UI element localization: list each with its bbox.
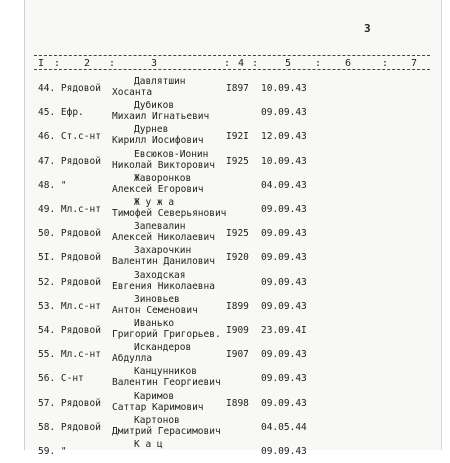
column-header-1: I (38, 58, 45, 69)
rank-cell: 47. Рядовой (38, 155, 101, 167)
given-names-cell: Валентин Георгиевич (112, 377, 221, 389)
table-row (34, 197, 430, 221)
date-cell: 23.09.4I (261, 325, 307, 336)
date-cell: 09.09.43 (261, 373, 307, 385)
given-names-cell: Абдулла (112, 353, 153, 365)
rank-cell: 48. " (38, 179, 67, 191)
column-separator: : (109, 58, 116, 69)
given-names-cell: Тимофей Северьянович (112, 208, 227, 219)
surname-cell: Давлятшин (134, 76, 186, 87)
given-names-cell: Антон Семенович (112, 304, 198, 316)
surname-cell: Каримов (134, 390, 175, 402)
column-header-4: 4 (238, 58, 245, 69)
surname-cell: Дубиков (134, 100, 175, 112)
column-header-5: 5 (285, 58, 292, 69)
rank-cell: 53. Мл.с-нт (38, 300, 101, 312)
rank-cell: 45. Ефр. (38, 107, 84, 119)
birth-year-cell: I925 (226, 155, 249, 167)
table-row (34, 439, 430, 463)
given-names-cell: Дмитрий Герасимович (112, 425, 221, 437)
rank-cell: 54. Рядовой (38, 325, 101, 336)
given-names-cell: Саттар Каримович (112, 401, 204, 413)
date-cell: 09.09.43 (261, 397, 307, 409)
table-row (34, 221, 430, 245)
surname-cell: Жаворонков (134, 172, 192, 184)
given-names-cell: Григорий Григорьев. (112, 329, 221, 340)
surname-cell: Евсюков-Ионин (134, 148, 209, 160)
table-row (34, 318, 430, 342)
rank-cell: 5I. Рядовой (38, 252, 101, 264)
column-header-7: 7 (411, 58, 418, 69)
table-row (34, 245, 430, 269)
rank-cell: 44. Рядовой (38, 83, 101, 94)
birth-year-cell: I897 (226, 83, 249, 94)
date-cell: 10.09.43 (261, 155, 307, 167)
column-separator: : (315, 58, 322, 69)
surname-cell: Иванько (134, 318, 175, 329)
date-cell: 10.09.43 (261, 83, 307, 94)
birth-year-cell: I899 (226, 300, 249, 312)
date-cell: 09.09.43 (261, 252, 307, 264)
table-row (34, 270, 430, 294)
table-row (34, 415, 430, 439)
date-cell: 12.09.43 (261, 131, 307, 143)
column-header-row (34, 58, 430, 69)
header-rule-bottom (34, 69, 430, 70)
date-cell: 09.09.43 (261, 446, 307, 457)
rank-cell: 57. Рядовой (38, 397, 101, 409)
rank-cell: 55. Мл.с-нт (38, 349, 101, 361)
table-row (34, 124, 430, 148)
surname-cell: Канцунников (134, 366, 197, 378)
surname-cell: Заходская (134, 269, 186, 281)
table-row (34, 173, 430, 197)
given-names-cell: Валентин Данилович (112, 256, 215, 268)
birth-year-cell: I920 (226, 252, 249, 264)
rank-cell: 59. " (38, 446, 67, 457)
rank-cell: 58. Рядовой (38, 421, 101, 433)
table-row (34, 366, 430, 390)
date-cell: 04.05.44 (261, 421, 307, 433)
rank-cell: 50. Рядовой (38, 228, 101, 240)
page-number: 3 (364, 22, 371, 35)
column-header-6: 6 (345, 58, 352, 69)
rank-cell: 46. Ст.с-нт (38, 131, 101, 143)
surname-cell: Ж у ж а (134, 197, 175, 208)
surname-cell: Искандеров (134, 342, 192, 354)
date-cell: 09.09.43 (261, 300, 307, 312)
given-names-cell: Хосанта (112, 87, 153, 98)
column-separator: : (382, 58, 389, 69)
birth-year-cell: I92I (226, 131, 249, 143)
column-header-3: 3 (151, 58, 158, 69)
date-cell: 09.09.43 (261, 204, 307, 215)
table-row (34, 100, 430, 124)
date-cell: 09.09.43 (261, 228, 307, 240)
rank-cell: 52. Рядовой (38, 276, 101, 288)
table-row (34, 342, 430, 366)
header-rule-top (34, 55, 430, 56)
birth-year-cell: I898 (226, 397, 249, 409)
column-separator: : (252, 58, 259, 69)
surname-cell: Дурнев (134, 124, 169, 136)
column-separator: : (54, 58, 61, 69)
date-cell: 09.09.43 (261, 276, 307, 288)
rank-cell: 56. С-нт (38, 373, 84, 385)
surname-cell: К а ц (134, 439, 163, 450)
given-names-cell: Алексей Николаевич (112, 232, 215, 244)
table-row (34, 149, 430, 173)
date-cell: 04.09.43 (261, 179, 307, 191)
given-names-cell: Евгения Николаевна (112, 280, 215, 292)
birth-year-cell: I907 (226, 349, 249, 361)
surname-cell: Картонов (134, 414, 180, 426)
given-names-cell: Алексей Егорович (112, 183, 204, 195)
birth-year-cell: I909 (226, 325, 249, 336)
surname-cell: Захарочкин (134, 245, 192, 257)
surname-cell: Запевалин (134, 221, 186, 233)
date-cell: 09.09.43 (261, 107, 307, 119)
column-separator: : (224, 58, 231, 69)
column-header-2: 2 (84, 58, 91, 69)
birth-year-cell: I925 (226, 228, 249, 240)
surname-cell: Зиновьев (134, 293, 180, 305)
given-names-cell: Кирилл Иосифович (112, 135, 204, 147)
table-row (34, 76, 430, 100)
given-names-cell: Николай Викторович (112, 159, 215, 171)
table-row (34, 294, 430, 318)
date-cell: 09.09.43 (261, 349, 307, 361)
rank-cell: 49. Мл.с-нт (38, 204, 101, 215)
table-row (34, 391, 430, 415)
given-names-cell: Михаил Игнатьевич (112, 111, 210, 123)
